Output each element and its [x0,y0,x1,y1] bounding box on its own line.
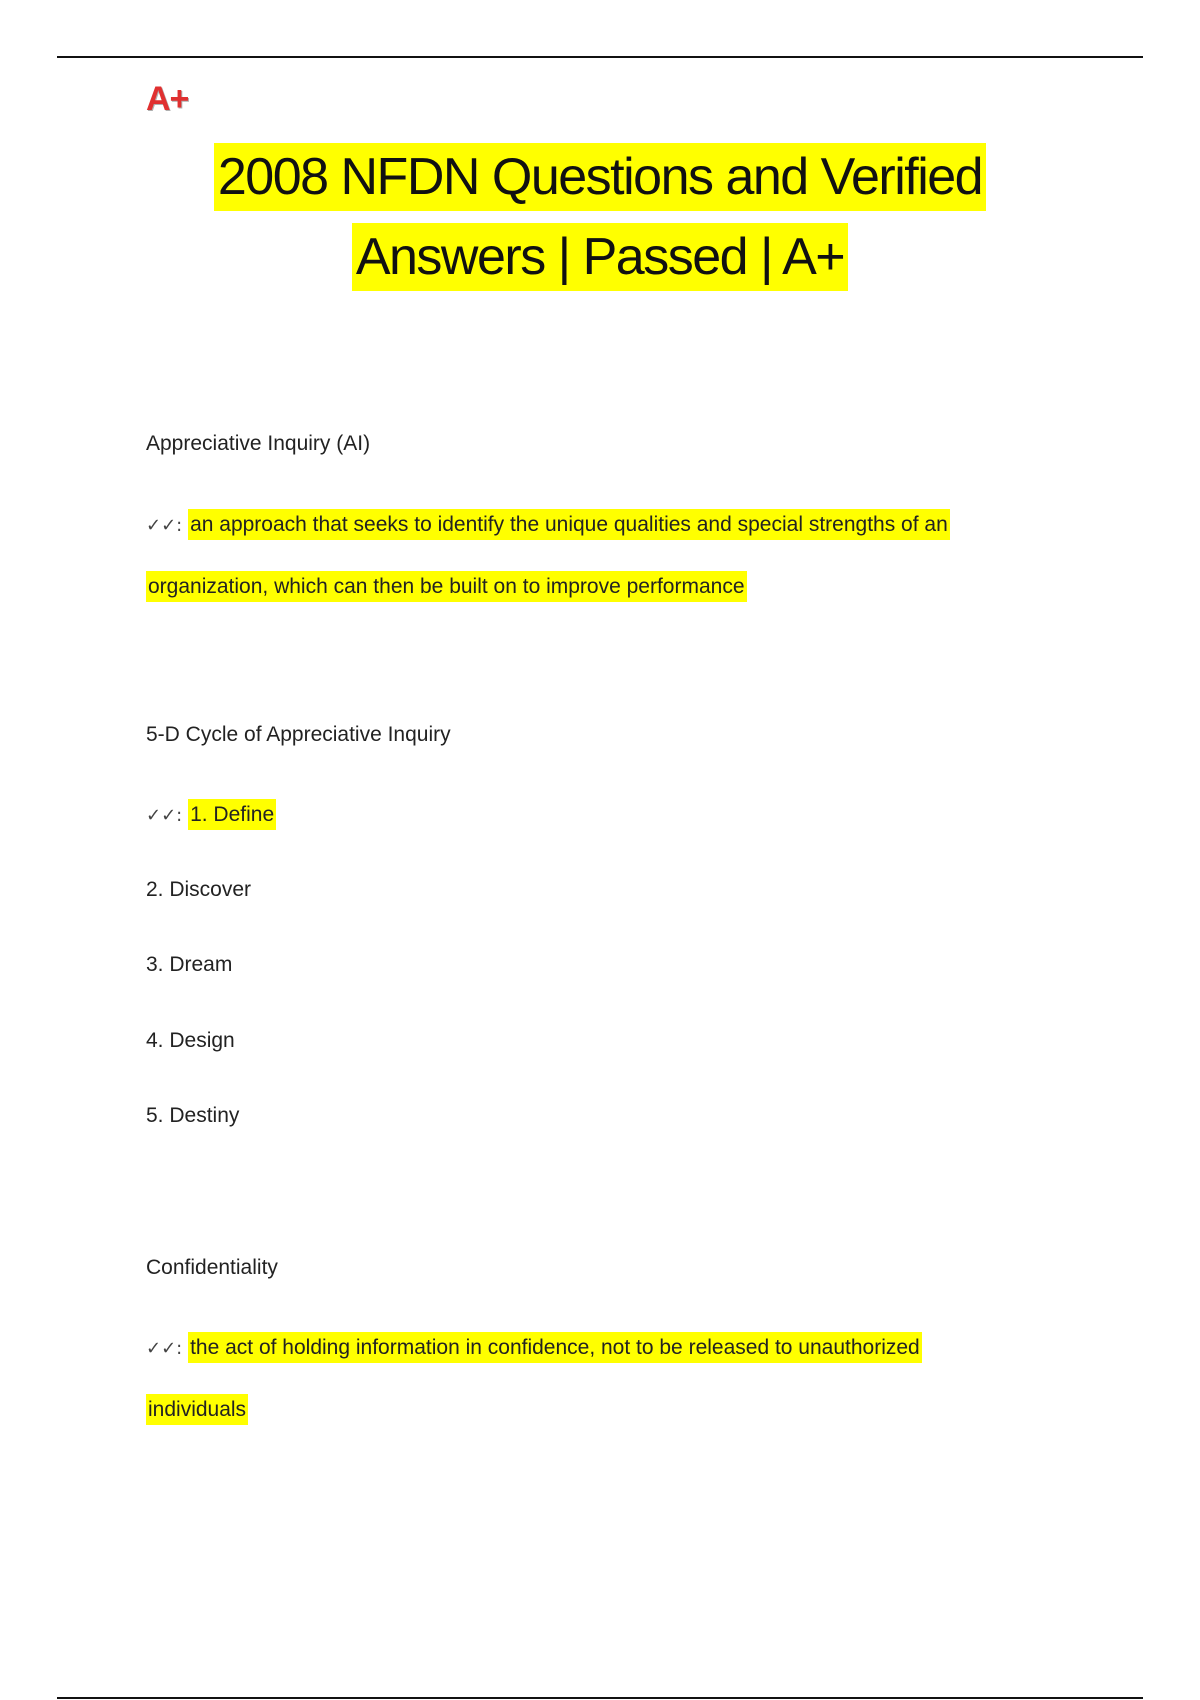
answer-line: organization, which can then be built on to improve performance [146,571,747,602]
bottom-rule [57,1697,1143,1699]
document-title [0,143,1200,291]
list-item: 3. Dream [146,953,233,976]
answer-line: individuals [146,1394,248,1425]
term-confidentiality: Confidentiality [146,1256,278,1279]
check-icon: ✓✓: [146,805,183,826]
answer-line: an approach that seeks to identify the unique qualities and special strengths of an [188,509,950,540]
answer-line: the act of holding information in confidence, not to be released to unauthorized [188,1332,922,1363]
answer-5d-cycle [146,784,1046,846]
title-line-2: Answers | Passed | A+ [352,223,848,291]
list-item: 2. Discover [146,878,252,901]
term-5d-cycle: 5-D Cycle of Appreciative Inquiry [146,723,451,746]
answer-confidentiality [146,1317,1046,1440]
list-item: 4. Design [146,1029,235,1052]
list-item: 5. Destiny [146,1104,240,1127]
grade-logo: A+ [146,80,189,118]
check-icon: ✓✓: [146,515,183,536]
title-line-1: 2008 NFDN Questions and Verified [214,143,986,211]
term-appreciative-inquiry: Appreciative Inquiry (AI) [146,432,371,455]
check-icon: ✓✓: [146,1338,183,1359]
answer-line: 1. Define [188,799,276,830]
answer-appreciative-inquiry [146,494,1046,617]
top-rule [57,56,1143,58]
